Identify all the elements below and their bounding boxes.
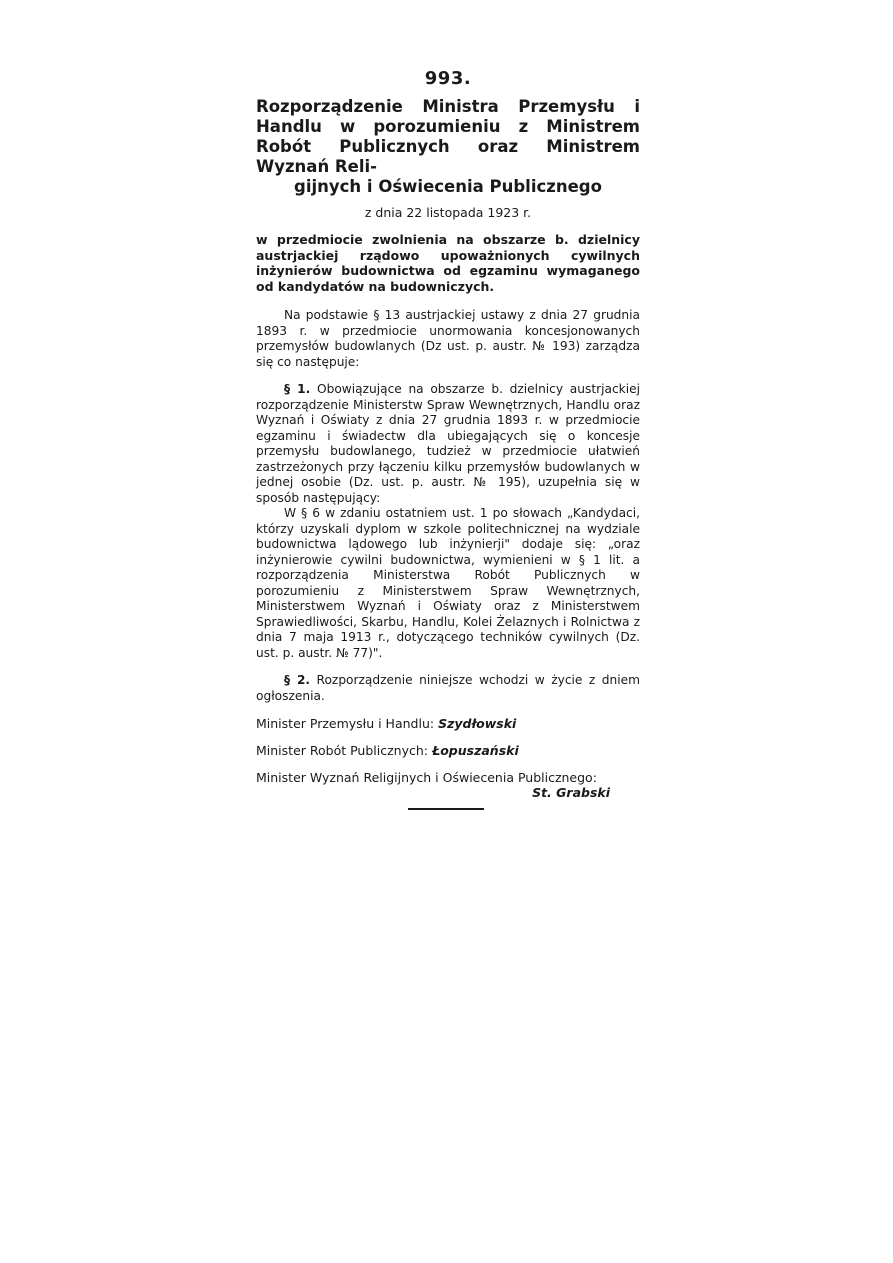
signature-name: St. Grabski (532, 785, 610, 800)
closing-rule (408, 808, 484, 810)
regulation-subject: w przedmiocie zwolnienia na obszarze b. dzielnicy austrjackiej rządowo upoważnionych cywilnych inżynierów budownictwa od egzaminu wymaganego od kandydatów na budowniczych. (256, 232, 640, 294)
signature-name: Szydłowski (438, 716, 517, 731)
section-1-text: Obowiązujące na obszarze b. dzielnicy austrjackiej rozporządzenie Ministerstw Spraw Wewnętrznych, Handlu oraz Wyznań i Oświaty z dnia 27 grudnia 1893 r. w przedmiocie egzaminu i świadectw dla ubiegających się o koncesje przemysłu budowlanego, tudzież w przedmiocie ułatwień zastrzeżonych przy łączeniu kilku przemysłów budowlanych w jednej osobie (Dz. ust. p. austr. № 195), uzupełnia się w sposób następujący: (256, 382, 641, 505)
signature-trade-minister (256, 716, 640, 731)
signature-role: Minister Wyznań Religijnych i Oświecenia Publicznego: (256, 770, 597, 785)
preamble-paragraph: Na podstawie § 13 austrjackiej ustawy z dnia 27 grudnia 1893 r. w przedmiocie unormowania koncesjonowanych przemysłów budowlanych (Dz ust. p. austr. № 193) zarządza się co następuje: (256, 308, 640, 369)
section-2-label: § 2. (284, 673, 311, 687)
section-2-text: Rozporządzenie niniejsze wchodzi w życie z dniem ogłoszenia. (256, 673, 641, 703)
signature-education-minister (256, 770, 640, 785)
section-1-amendment: W § 6 w zdaniu ostatniem ust. 1 po słowach „Kandydaci, którzy uzyskali dyplom w szkole politechnicznej na wydziale budownictwa lądowego lub inżynierji" dodaje się: „oraz inżynierowie cywilni budownictwa, wymienieni w § 1 lit. a rozporządzenia Ministerstwa Robót Publicznych w porozumieniu z Ministerstwem Spraw Wewnętrznych, Ministerstwem Wyznań i Oświaty oraz z Ministerstwem Sprawiedliwości, Skarbu, Handlu, Kolei Żelaznych i Rolnictwa z dnia 7 maja 1913 r., dotyczącego techników cywilnych (Dz. ust. p. austr. № 77)". (256, 506, 640, 660)
title-main: Rozporządzenie Ministra Przemysłu i Handlu w porozumieniu z Ministrem Robót Publicznych oraz Ministrem Wyznań Reli- (256, 97, 640, 176)
section-2-paragraph (256, 673, 640, 704)
signature-role: Minister Robót Publicznych: (256, 743, 428, 758)
document-page (256, 68, 640, 810)
page-number: 993. (424, 68, 472, 89)
section-1-paragraph (256, 382, 640, 506)
regulation-title (256, 97, 640, 197)
signature-public-works-minister (256, 743, 640, 758)
signature-name: Łopuszański (431, 743, 519, 758)
signature-role: Minister Przemysłu i Handlu: (256, 716, 435, 731)
regulation-date: z dnia 22 listopada 1923 r. (364, 205, 532, 220)
title-last-line: gijnych i Oświecenia Publicznego (294, 177, 602, 196)
section-1-label: § 1. (284, 382, 311, 396)
